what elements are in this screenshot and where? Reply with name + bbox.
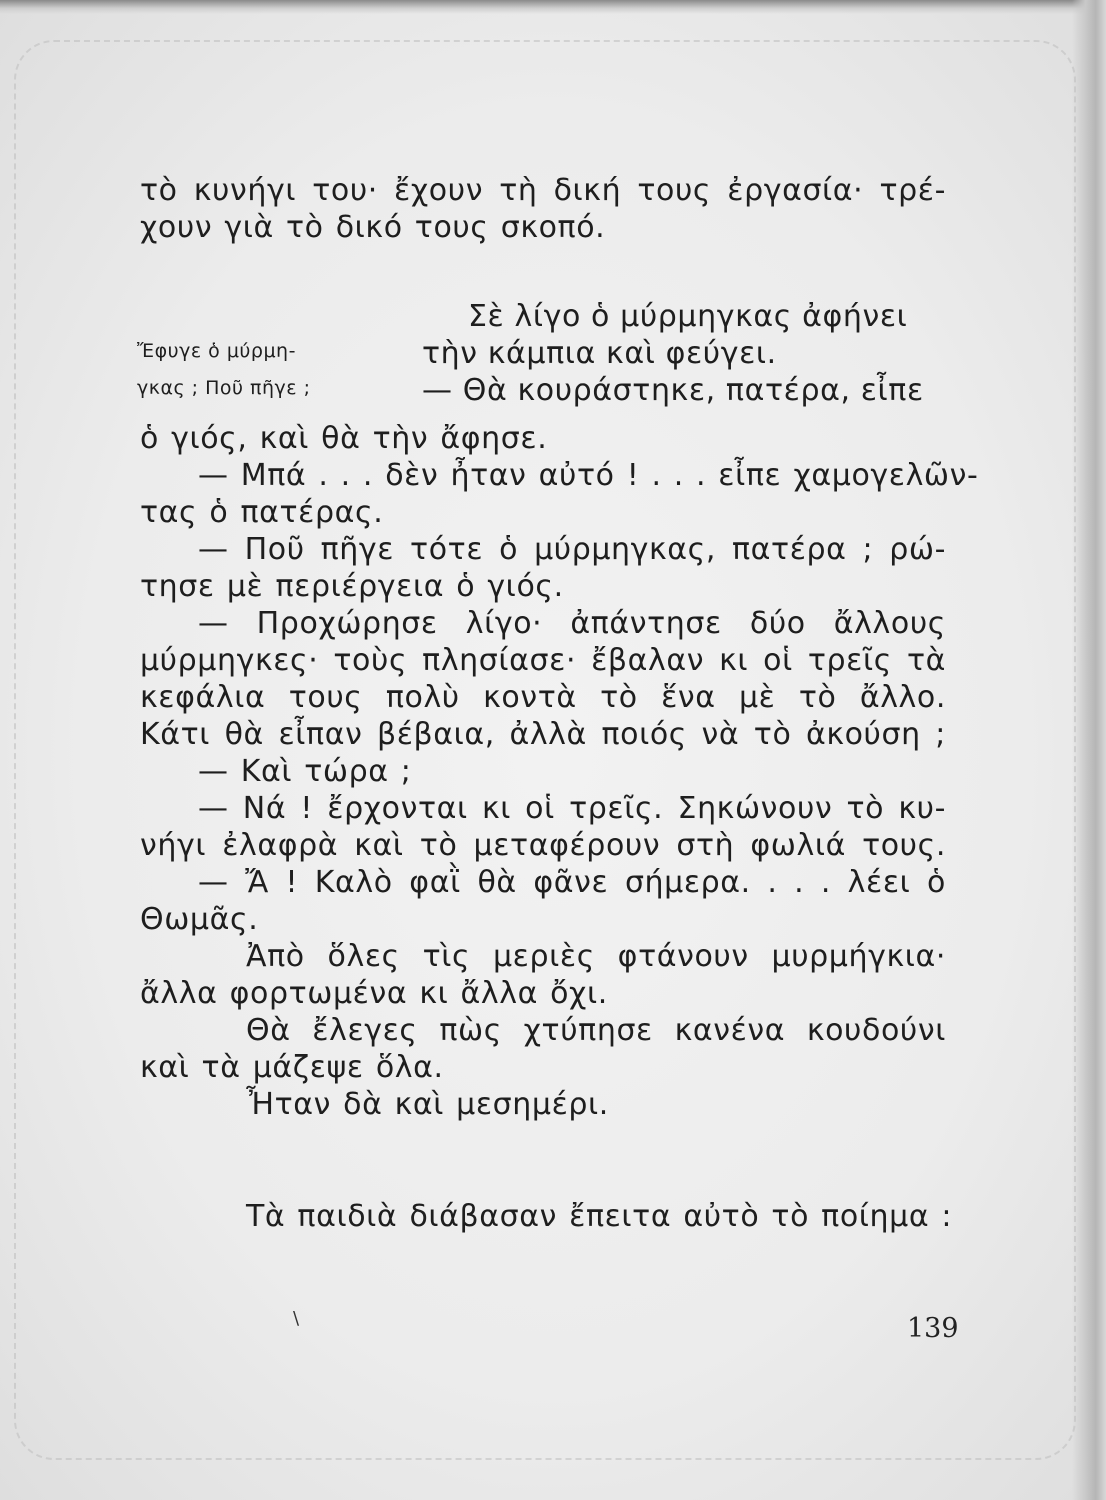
paragraph-beside-note bbox=[422, 298, 946, 409]
text-line: τησε μὲ περιέργεια ὁ γιός. bbox=[140, 569, 564, 604]
text-line: — Ποῦ πῆγε τότε ὁ μύρμηγκας, πατέρα ; ρώ- bbox=[198, 532, 946, 567]
text-line: ἄλλα φορτωμένα κι ἄλλα ὄχι. bbox=[140, 976, 608, 1011]
text-line: χουν γιὰ τὸ δικό τους σκοπό. bbox=[140, 210, 606, 245]
text-line: τὴν κάμπια καὶ φεύγει. bbox=[422, 336, 777, 371]
text-line: Θωμᾶς. bbox=[140, 902, 259, 937]
page-binding-edge bbox=[1072, 0, 1106, 1500]
text-line: — Θὰ κουράστηκε, πατέρα, εἶπε bbox=[422, 373, 924, 408]
page-top-edge bbox=[0, 0, 1106, 14]
dialogue-body bbox=[140, 420, 979, 1123]
text-line: Ἦταν δὰ καὶ μεσημέρι. bbox=[246, 1087, 609, 1122]
opening-paragraph bbox=[140, 172, 946, 246]
text-line: — Καὶ τώρα ; bbox=[198, 754, 412, 789]
text-line: Θὰ ἔλεγες πὼς χτύπησε κανένα κουδούνι bbox=[246, 1013, 946, 1048]
margin-note-line: γκας ; Ποῦ πῆγε ; bbox=[137, 377, 311, 399]
text-line: — Ἄ ! Καλὸ φαῒ θὰ φᾶνε σήμερα. . . . λέει ὁ bbox=[198, 865, 946, 900]
text-line: — Μπά . . . δὲν ἦταν αὐτό ! . . . εἶπε χαμογελῶν- bbox=[198, 458, 979, 493]
text-line: νήγι ἐλαφρὰ καὶ τὸ μεταφέρουν στὴ φωλιά τους. bbox=[140, 828, 946, 863]
text-line: — Νά ! ἔρχονται κι οἱ τρεῖς. Σηκώνουν τὸ κυ- bbox=[198, 791, 946, 826]
text-line: Σὲ λίγο ὁ μύρμηγκας ἀφήνει bbox=[468, 299, 908, 334]
text-line: κεφάλια τους πολὺ κοντὰ τὸ ἕνα μὲ τὸ ἄλλο. bbox=[140, 680, 946, 715]
text-line: μύρμηγκες· τοὺς πλησίασε· ἔβαλαν κι οἱ τρεῖς τὰ bbox=[140, 643, 946, 678]
text-line: τὸ κυνήγι του· ἔχουν τὴ δική τους ἐργασία· τρέ- bbox=[140, 173, 946, 208]
margin-note-line: Ἔφυγε ὁ μύρμη- bbox=[137, 340, 296, 362]
closing-paragraph bbox=[140, 1198, 953, 1235]
text-line: — Προχώρησε λίγο· ἀπάντησε δύο ἄλλους bbox=[198, 606, 946, 641]
text-line: ὁ γιός, καὶ θὰ τὴν ἄφησε. bbox=[140, 421, 548, 456]
margin-note bbox=[137, 333, 310, 407]
text-line: Τὰ παιδιὰ διάβασαν ἔπειτα αὐτὸ τὸ ποίημα : bbox=[246, 1199, 953, 1234]
text-line: Ἀπὸ ὅλες τὶς μεριὲς φτάνουν μυρμήγκια· bbox=[246, 939, 946, 974]
text-line: τας ὁ πατέρας. bbox=[140, 495, 384, 530]
text-line: Κάτι θὰ εἶπαν βέβαια, ἀλλὰ ποιός νὰ τὸ ἀκούση ; bbox=[140, 717, 946, 752]
page-number: 139 bbox=[907, 1313, 959, 1344]
stray-ink-mark: \ bbox=[293, 1308, 300, 1329]
text-line: καὶ τὰ μάζεψε ὅλα. bbox=[140, 1050, 444, 1085]
